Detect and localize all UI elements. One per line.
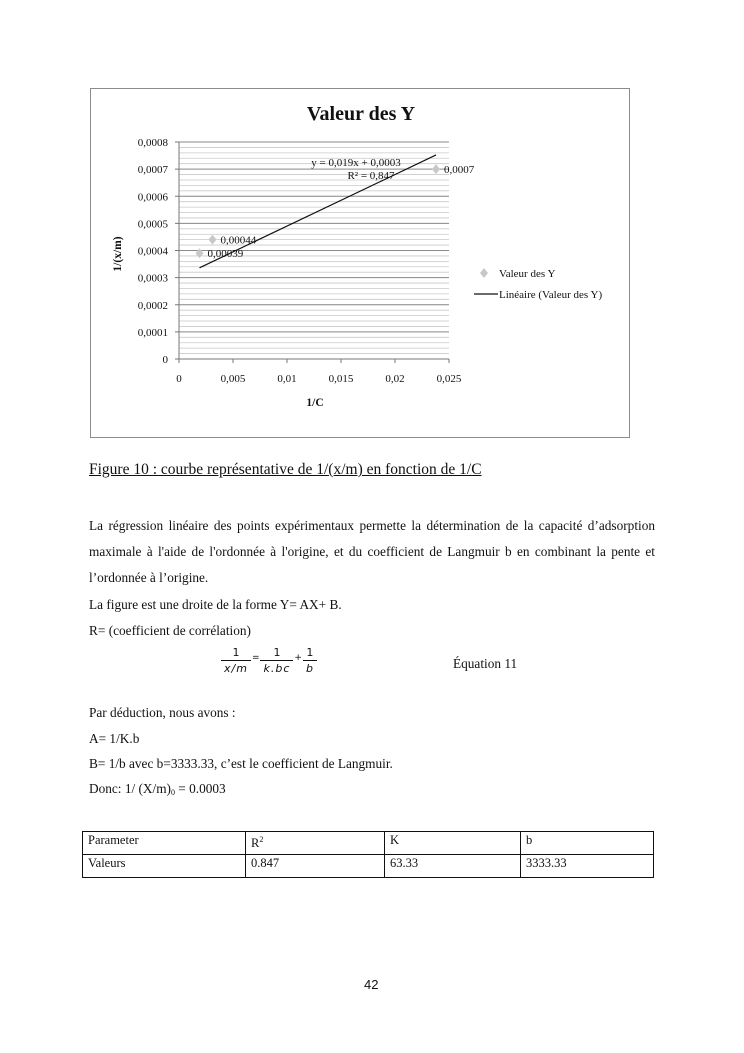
legend-diamond-icon	[480, 268, 488, 278]
cell-r2: 0.847	[246, 855, 385, 878]
cell-valeurs: Valeurs	[83, 855, 246, 878]
fraction-term2	[303, 646, 317, 677]
cell-b: 3333.33	[521, 855, 654, 878]
legend-entry-trendline: Linéaire (Valeur des Y)	[499, 289, 603, 301]
lhs-denominator: x/m	[224, 662, 248, 675]
equation-label: Équation 11	[453, 656, 518, 671]
lhs-numerator: 1	[221, 646, 251, 661]
fraction-term1	[260, 646, 293, 677]
term2-denominator: b	[305, 662, 314, 675]
x-tick-label: 0,015	[328, 373, 354, 385]
data-point-marker	[208, 235, 216, 245]
plus-sign: +	[294, 652, 302, 663]
x-tick-label: 0,02	[385, 373, 405, 385]
paragraph-regression: La régression linéaire des points expérimentaux permette la détermination de la capacité d’adsorption maximale à l'aide de l'ordonnée à l'origine, et du coefficient de Langmuir b en combinant la pente et l’ordonnée à l’origine.	[89, 518, 655, 585]
figure-caption: Figure 10 : courbe représentative de 1/(x/m) en fonction de 1/C	[89, 461, 482, 478]
y-tick-label: 0,0005	[137, 218, 168, 231]
table-row	[83, 855, 654, 878]
y-tick-label: 0,0007	[137, 164, 168, 177]
y-tick-label: 0	[162, 354, 168, 366]
chart-frame	[90, 88, 630, 438]
correlation-text: R= (coefficient de corrélation)	[89, 623, 251, 638]
x-tick-label: 0,025	[436, 373, 462, 385]
page-number: 42	[364, 977, 379, 992]
legend-entry-series: Valeur des Y	[499, 268, 556, 280]
header-r2-text: R	[251, 836, 260, 850]
header-k: K	[385, 832, 521, 855]
term2-numerator: 1	[303, 646, 317, 661]
donc-suffix: = 0.0003	[174, 781, 226, 796]
header-r2-sup: 2	[259, 835, 264, 844]
x-tick-label: 0,005	[220, 373, 246, 385]
term1-numerator: 1	[260, 646, 293, 661]
equals-sign: =	[251, 652, 260, 663]
donc-subscript: 0	[170, 788, 175, 797]
y-tick-label: 0,0002	[137, 299, 168, 312]
trendline-equation: y = 0,019x + 0,0003	[311, 157, 401, 169]
header-b: b	[521, 832, 654, 855]
x-tick-label: 0,01	[277, 373, 297, 385]
data-label: 0,0007	[444, 164, 475, 177]
chart-title: Valeur des Y	[306, 103, 416, 125]
y-tick-label: 0,0008	[137, 137, 168, 149]
x-tick-label: 0	[176, 373, 182, 385]
donc-prefix: Donc: 1/ (X/m)	[89, 781, 171, 796]
y-tick-label: 0,0006	[137, 191, 168, 204]
data-point-marker	[196, 248, 204, 258]
y-axis-label: 1/(x/m)	[112, 236, 124, 272]
langmuir-equation	[221, 646, 317, 677]
y-tick-label: 0,0004	[137, 245, 168, 258]
table-header-row	[83, 832, 654, 855]
legend	[474, 268, 602, 301]
trendline-r2: R² = 0,847	[347, 170, 395, 182]
data-label: 0,00039	[207, 248, 244, 261]
line-a-text: A= 1/K.b	[89, 731, 140, 746]
donc-text	[89, 776, 655, 806]
line-b-text: B= 1/b avec b=3333.33, c’est le coefficient de Langmuir.	[89, 756, 393, 771]
line-form-text: La figure est une droite de la forme Y= AX+ B.	[89, 597, 342, 612]
parameters-table	[82, 831, 654, 878]
term1-denominator: k.bc	[263, 662, 291, 675]
data-label: 0,00044	[220, 234, 257, 247]
y-tick-label: 0,0001	[137, 326, 168, 339]
fraction-lhs	[221, 646, 251, 677]
data-point-marker	[432, 164, 440, 174]
x-axis-label: 1/C	[306, 397, 324, 409]
chart	[91, 89, 631, 439]
header-parameter: Parameter	[83, 832, 246, 855]
header-r2	[246, 832, 385, 855]
deduction-text: Par déduction, nous avons :	[89, 705, 236, 720]
cell-k: 63.33	[385, 855, 521, 878]
y-tick-label: 0,0003	[137, 272, 168, 285]
